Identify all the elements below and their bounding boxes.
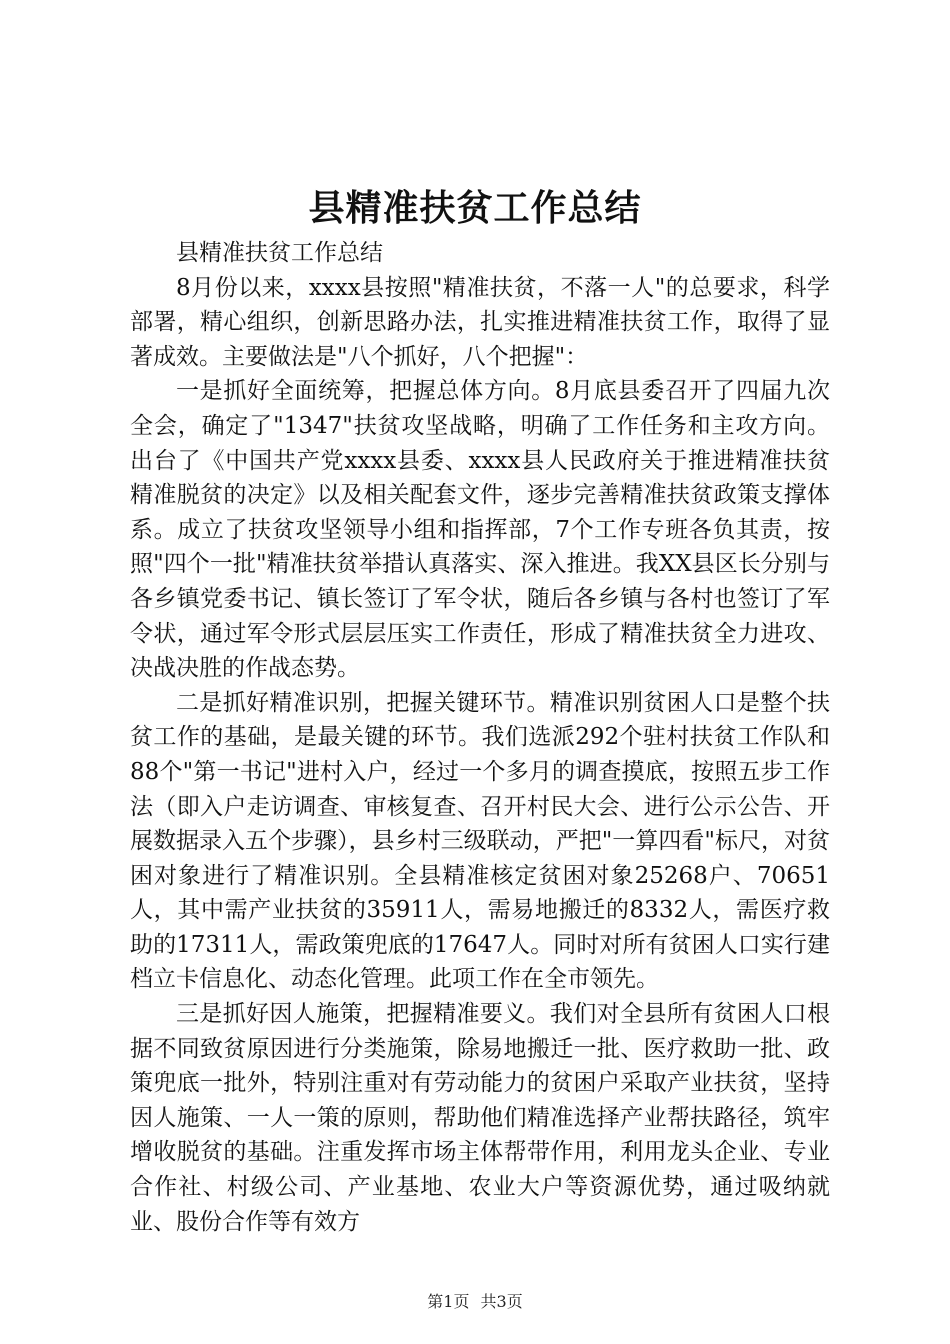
paragraph-subtitle: 县精准扶贫工作总结: [176, 240, 383, 266]
page-footer: [0, 1292, 950, 1312]
document-body: [130, 236, 830, 1239]
paragraph-item-3: 三是抓好因人施策，把握精准要义。我们对全县所有贫困人口根据不同致贫原因进行分类施策，除易地搬迁一批、医疗救助一批、政策兜底一批外，特别注重对有劳动能力的贫困户采取产业扶贫，坚持因人施策、一人一策的原则，帮助他们精准选择产业帮扶路径，筑牢增收脱贫的基础。注重发挥市场主体帮带作用，利用龙头企业、专业合作社、村级公司、产业基地、农业大户等资源优势，通过吸纳就业、股份合作等有效方: [130, 1001, 830, 1235]
document-title: 县精准扶贫工作总结: [308, 187, 642, 229]
paragraph-item-2: 二是抓好精准识别，把握关键环节。精准识别贫困人口是整个扶贫工作的基础，是最关键的环节。我们选派292个驻村扶贫工作队和88个"第一书记"进村入户，经过一个多月的调查摸底，按照五步工作法（即入户走访调查、审核复查、召开村民大会、进行公示公告、开展数据录入五个步骤），县乡村三级联动，严把"一算四看"标尺，对贫困对象进行了精准识别。全县精准核定贫困对象25268户、70651人，其中需产业扶贫的35911人，需易地搬迁的8332人，需医疗救助的17311人，需政策兜底的17647人。同时对所有贫困人口实行建档立卡信息化、动态化管理。此项工作在全市领先。: [130, 689, 830, 993]
page-total: 共3页: [480, 1292, 523, 1311]
paragraph-item-1: 一是抓好全面统筹，把握总体方向。8月底县委召开了四届九次全会，确定了"1347"扶贫攻坚战略，明确了工作任务和主攻方向。出台了《中国共产党xxxx县委、xxxx县人民政府关于推进精准扶贫精准脱贫的决定》以及相关配套文件，逐步完善精准扶贫政策支撑体系。成立了扶贫攻坚领导小组和指挥部，7个工作专班各负其责，按照"四个一批"精准扶贫举措认真落实、深入推进。我XX县区长分别与各乡镇党委书记、镇长签订了军令状，随后各乡镇与各村也签订了军令状，通过军令形式层层压实工作责任，形成了精准扶贫全力进攻、决战决胜的作战态势。: [130, 378, 830, 682]
paragraph-intro: 8月份以来，xxxx县按照"精准扶贫，不落一人"的总要求，科学部署，精心组织，创新思路办法，扎实推进精准扶贫工作，取得了显著成效。主要做法是"八个抓好，八个把握"：: [130, 274, 830, 370]
page-number: 第1页: [427, 1292, 470, 1311]
